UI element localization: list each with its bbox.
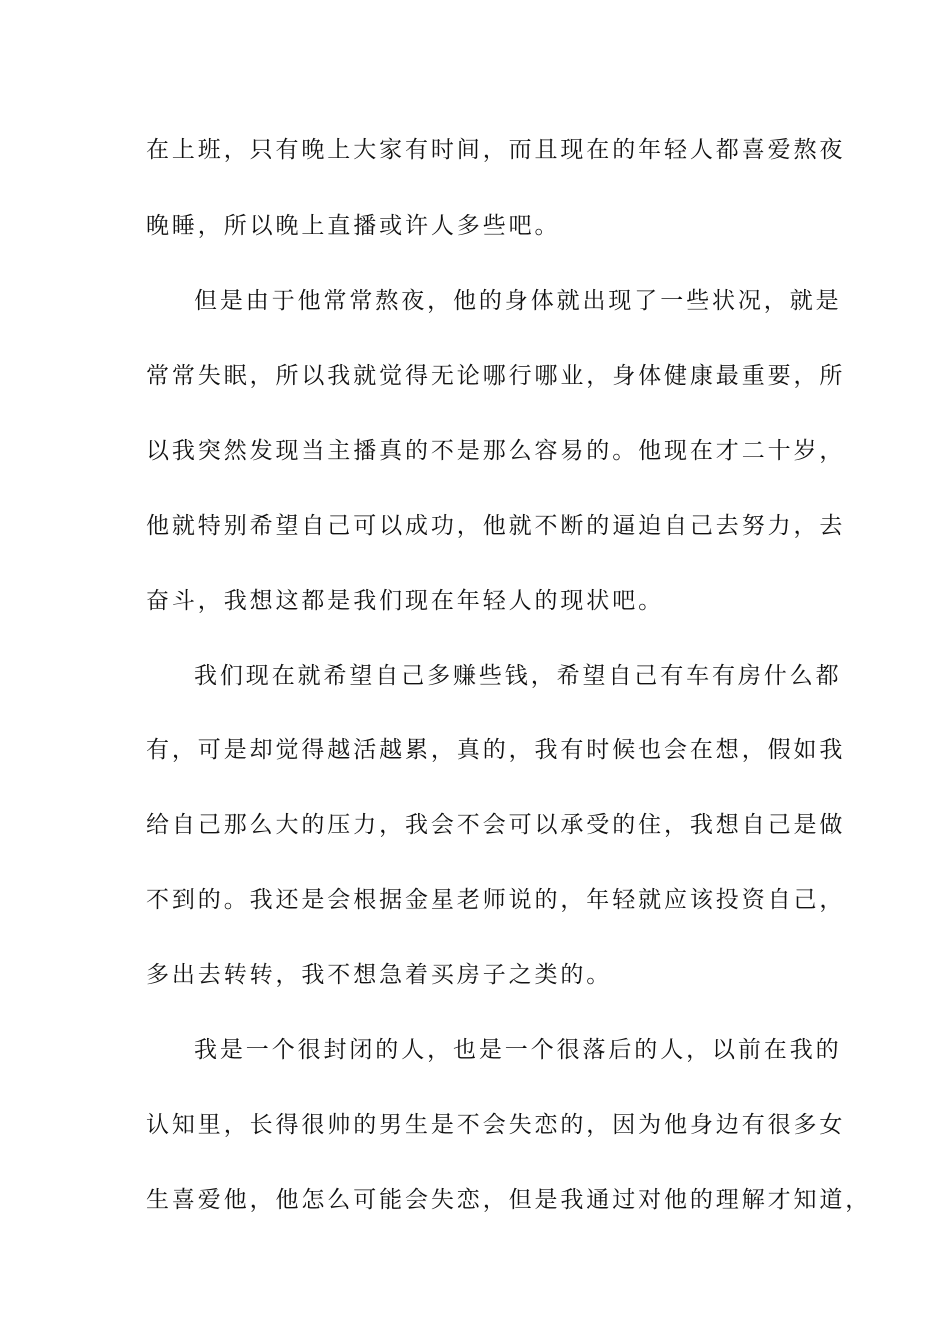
- text-line: 他就特别希望自己可以成功，他就不断的逼迫自己去努力，去: [146, 513, 846, 539]
- text-line: 常常失眠，所以我就觉得无论哪行哪业，身体健康最重要，所: [146, 363, 846, 389]
- text-line: 给自己那么大的压力，我会不会可以承受的住，我想自己是做: [146, 812, 846, 838]
- text-line: 多出去转转，我不想急着买房子之类的。: [146, 962, 613, 988]
- text-line: 奋斗，我想这都是我们现在年轻人的现状吧。: [146, 588, 664, 614]
- text-line: 不到的。我还是会根据金星老师说的，年轻就应该投资自己，: [146, 887, 846, 913]
- text-line: 有，可是却觉得越活越累，真的，我有时候也会在想，假如我: [146, 737, 846, 763]
- text-line: 晚睡，所以晚上直播或许人多些吧。: [146, 213, 561, 239]
- paragraph-first-line: 我们现在就希望自己多赚些钱，希望自己有车有房什么都: [194, 663, 842, 689]
- paragraph-first-line: 但是由于他常常熬夜，他的身体就出现了一些状况，就是: [194, 288, 842, 314]
- text-line: 生喜爱他，他怎么可能会失恋，但是我通过对他的理解才知道，: [146, 1187, 872, 1213]
- paragraph-first-line: 我是一个很封闭的人，也是一个很落后的人，以前在我的: [194, 1037, 842, 1063]
- text-line: 以我突然发现当主播真的不是那么容易的。他现在才二十岁，: [146, 438, 846, 464]
- text-line: 认知里，长得很帅的男生是不会失恋的，因为他身边有很多女: [146, 1112, 846, 1138]
- text-line: 在上班，只有晚上大家有时间，而且现在的年轻人都喜爱熬夜: [146, 137, 846, 163]
